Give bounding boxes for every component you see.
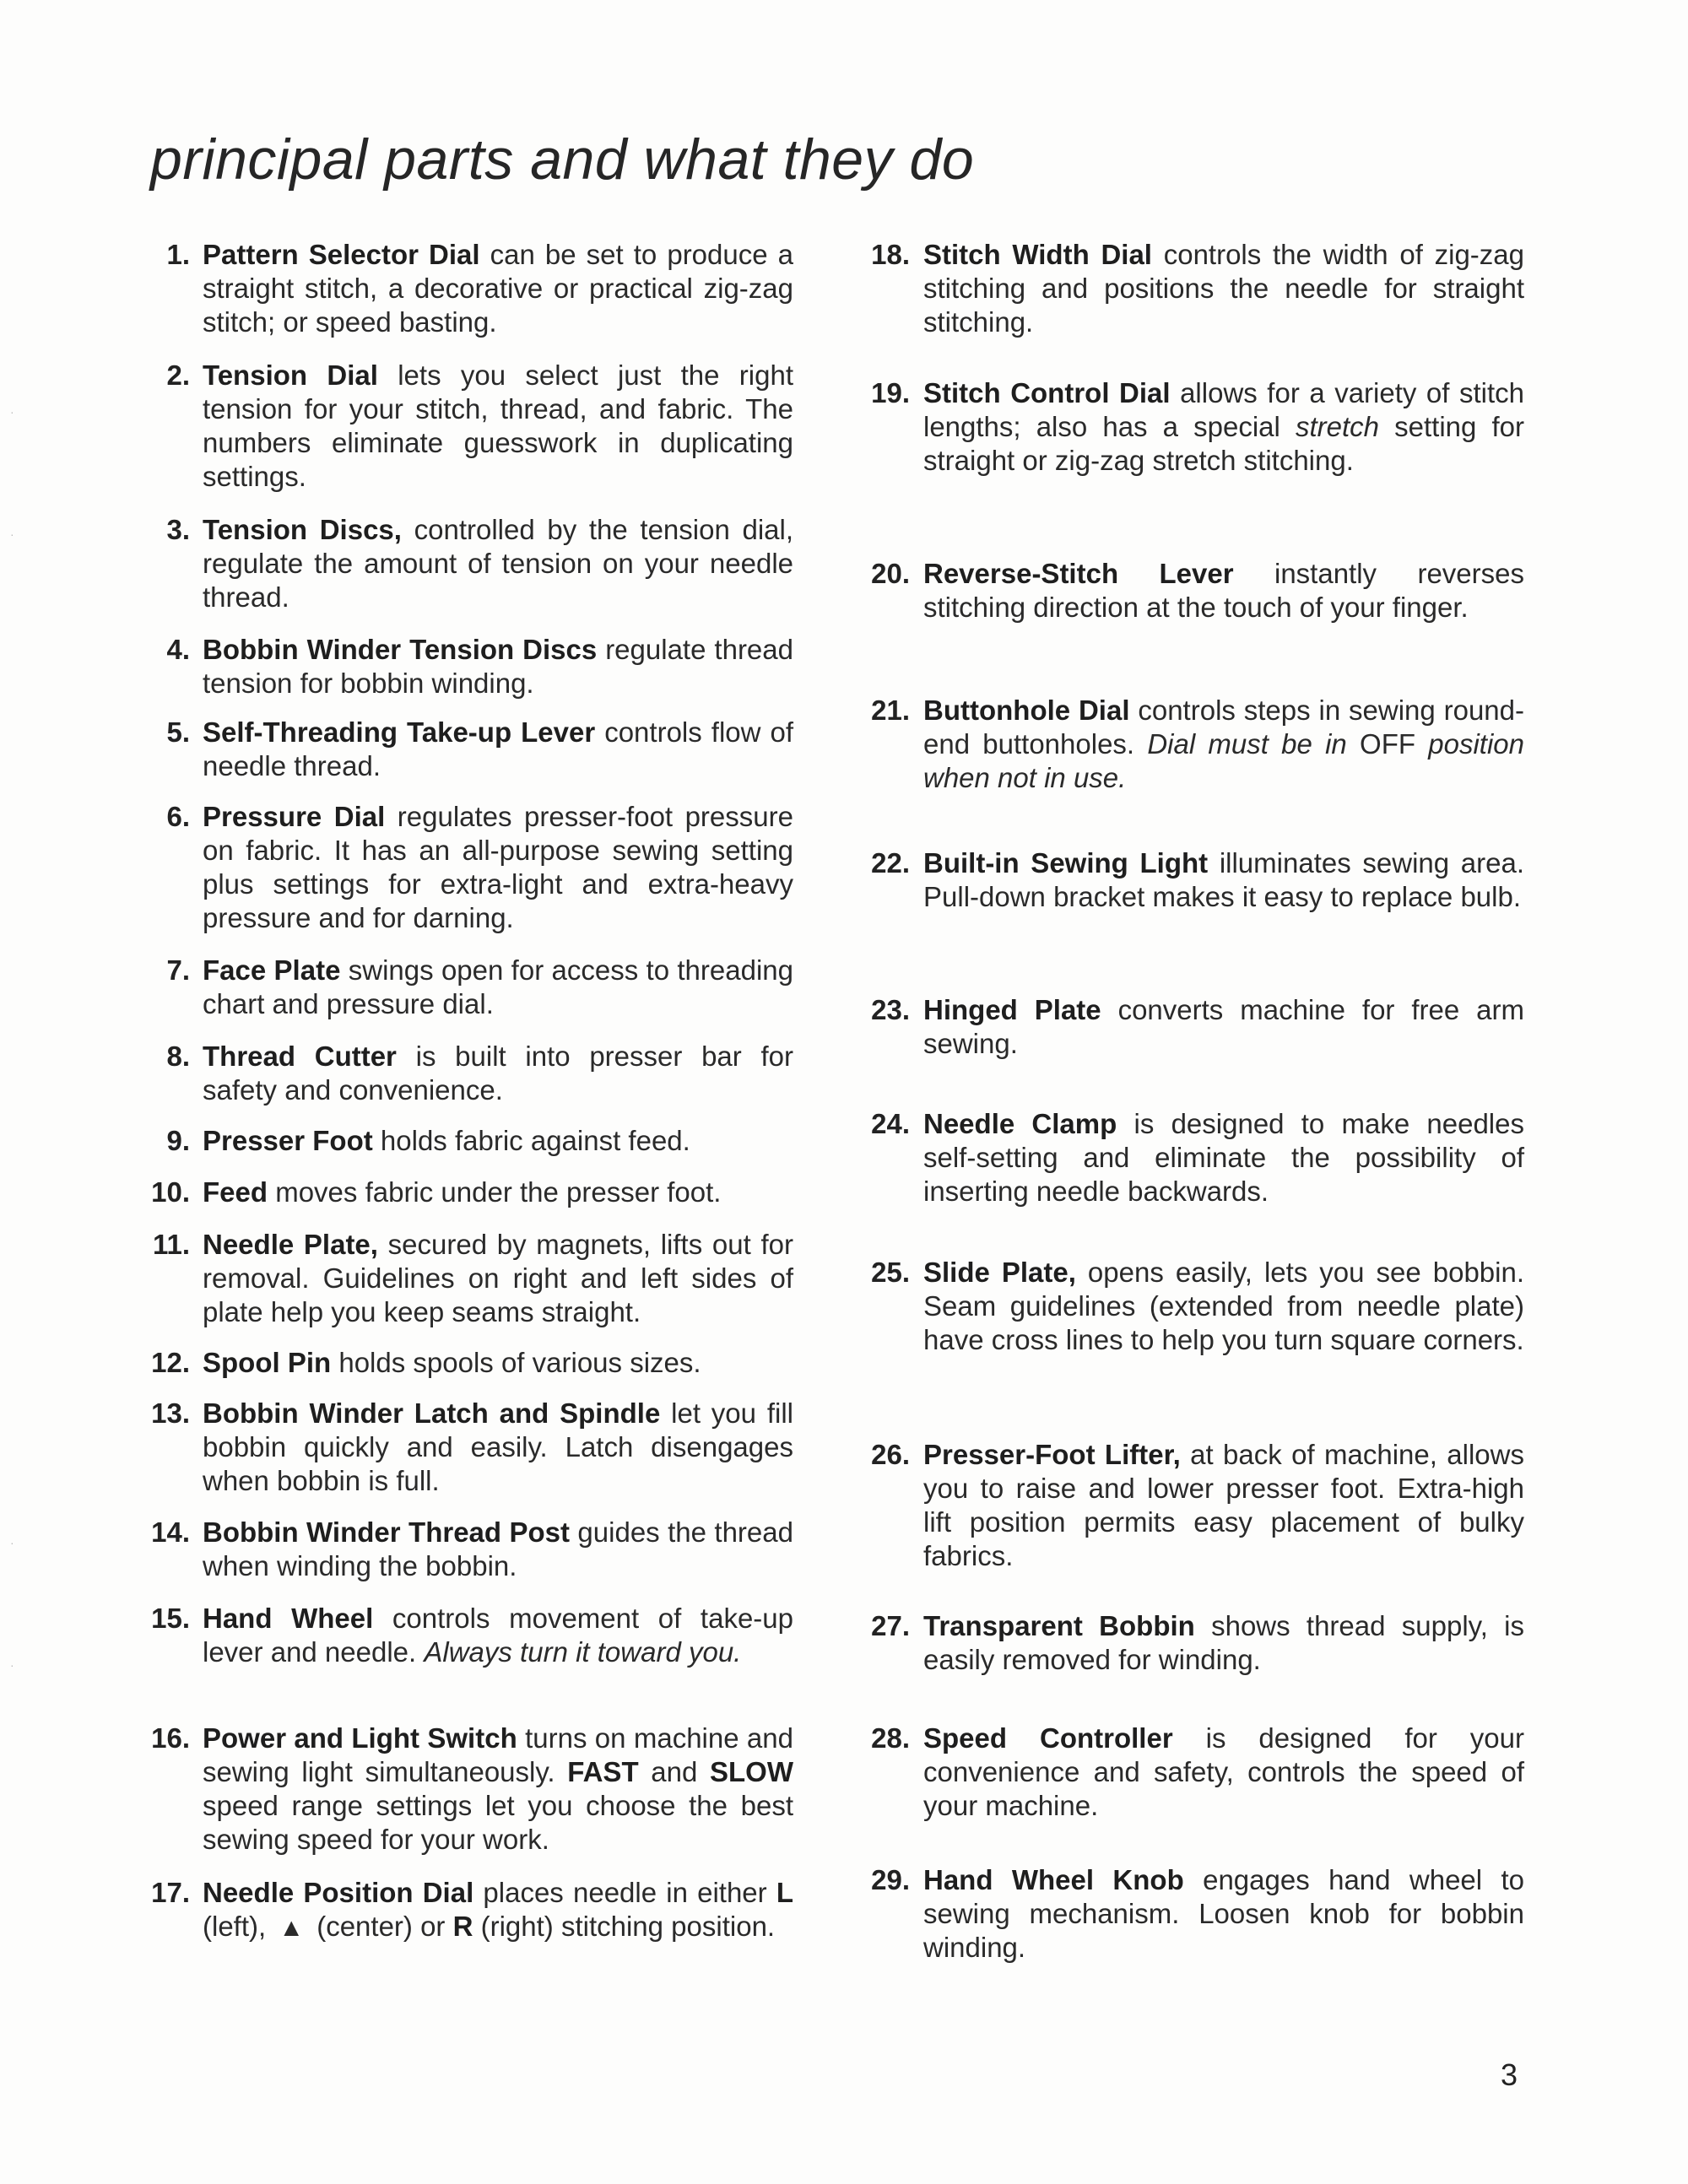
item-number: 10. [151, 1176, 190, 1208]
item-number: 7. [166, 954, 190, 986]
item-text: Reverse-Stitch Lever instantly reverses stitching direction at the touch of your finger. [923, 558, 1525, 623]
part-name: Feed [203, 1176, 268, 1208]
item-number: 22. [871, 847, 910, 878]
part-name: Bobbin Winder Thread Post [203, 1516, 570, 1548]
part-name: Thread Cutter [203, 1041, 397, 1072]
part-name: Reverse-Stitch Lever [923, 558, 1234, 589]
item-number: 20. [871, 558, 910, 589]
page-title: principal parts and what they do [150, 127, 975, 192]
part-name: Tension Dial [203, 359, 378, 391]
scan-speck: · [10, 405, 14, 419]
item-text: Power and Light Switch turns on machine and sewing light simultaneously. FAST and SLOW speed range settings let you choose the best sewing speed for your work. [203, 1722, 793, 1855]
part-name: Hinged Plate [923, 994, 1101, 1025]
part-name: Bobbin Winder Latch and Spindle [203, 1397, 661, 1429]
item-number: 14. [151, 1516, 190, 1548]
item-text: Stitch Width Dial controls the width of zig-zag stitching and positions the needle for straight stitching. [923, 239, 1524, 338]
part-name: Hand Wheel Knob [923, 1864, 1184, 1895]
part-name: Slide Plate, [923, 1257, 1076, 1288]
part-name: Transparent Bobbin [923, 1610, 1195, 1641]
part-name: Needle Plate, [203, 1229, 378, 1260]
item-text: Hinged Plate converts machine for free arm sewing. [923, 994, 1524, 1059]
item-text: Pattern Selector Dial can be set to produce a straight stitch, a decorative or practical zig-zag stitch; or speed basting. [203, 239, 794, 338]
part-name: Self-Threading Take-up Lever [203, 716, 596, 748]
item-number: 2. [166, 359, 190, 391]
item-text: Bobbin Winder Latch and Spindle let you fill bobbin quickly and easily. Latch disengages when bobbin is full. [203, 1397, 793, 1496]
part-name: Power and Light Switch [203, 1722, 517, 1754]
part-name: Spool Pin [203, 1347, 332, 1378]
item-number: 15. [151, 1603, 190, 1634]
item-number: 1. [166, 239, 190, 270]
item-text: Buttonhole Dial controls steps in sewing round-end buttonholes. Dial must be in OFF position when not in use. [923, 695, 1524, 793]
item-number: 29. [871, 1864, 910, 1895]
item-text: Presser-Foot Lifter, at back of machine, allows you to raise and lower presser foot. Extra-high lift position permits easy placement of bulky fabrics. [923, 1439, 1524, 1571]
item-text: Needle Position Dial places needle in either L (left), ▲ (center) or R (right) stitching position. [203, 1876, 793, 1945]
item-text: Built-in Sewing Light illuminates sewing area. Pull-down bracket makes it easy to replace bulb. [923, 847, 1524, 912]
part-name: Needle Position Dial [203, 1877, 474, 1908]
item-number: 21. [871, 695, 910, 726]
item-text: Tension Dial lets you select just the right tension for your stitch, thread, and fabric. The numbers eliminate guesswork in duplicating settings. [203, 359, 794, 492]
item-text: Needle Plate, secured by magnets, lifts out for removal. Guidelines on right and left sides of plate help you keep seams straight. [203, 1229, 793, 1327]
item-number: 8. [166, 1041, 190, 1072]
part-name: Built-in Sewing Light [923, 847, 1209, 878]
item-text: Self-Threading Take-up Lever controls flow of needle thread. [203, 716, 793, 781]
part-name: Stitch Width Dial [923, 239, 1152, 270]
item-number: 17. [151, 1877, 190, 1908]
item-text: Hand Wheel Knob engages hand wheel to sewing mechanism. Loosen knob for bobbin winding. [923, 1864, 1524, 1963]
item-text: Transparent Bobbin shows thread supply, is easily removed for winding. [923, 1610, 1524, 1675]
item-text: Speed Controller is designed for your convenience and safety, controls the speed of your machine. [923, 1722, 1524, 1821]
item-number: 27. [871, 1610, 910, 1641]
part-name: Tension Discs, [203, 514, 402, 545]
part-name: Stitch Control Dial [923, 377, 1171, 408]
scan-speck: · [10, 527, 14, 541]
item-text: Spool Pin holds spools of various sizes. [203, 1347, 701, 1378]
item-number: 12. [151, 1347, 190, 1378]
item-number: 23. [871, 994, 910, 1025]
item-text: Presser Foot holds fabric against feed. [203, 1125, 690, 1156]
item-number: 5. [166, 716, 190, 748]
part-name: Needle Clamp [923, 1108, 1117, 1139]
item-number: 9. [166, 1125, 190, 1156]
item-number: 6. [166, 801, 190, 832]
item-text: Slide Plate, opens easily, lets you see bobbin. Seam guidelines (extended from needle plate) have cross lines to help you turn square corners. [923, 1257, 1524, 1355]
center-position-icon: ▲ [279, 1914, 305, 1942]
part-name: Buttonhole Dial [923, 695, 1130, 726]
item-number: 19. [871, 377, 910, 408]
part-name: Bobbin Winder Tension Discs [203, 634, 598, 665]
part-name: Face Plate [203, 954, 341, 986]
part-name: Pressure Dial [203, 801, 386, 832]
item-number: 28. [871, 1722, 910, 1754]
item-number: 18. [871, 239, 910, 270]
item-number: 13. [151, 1397, 190, 1429]
part-name: Pattern Selector Dial [203, 239, 480, 270]
item-number: 3. [166, 514, 190, 545]
item-text: Tension Discs, controlled by the tension dial, regulate the amount of tension on your needle thread. [203, 514, 794, 613]
item-text: Pressure Dial regulates presser-foot pressure on fabric. It has an all-purpose sewing setting plus settings for extra-light and extra-heavy pressure and for darning. [203, 801, 793, 933]
item-number: 24. [871, 1108, 910, 1139]
item-text: Hand Wheel controls movement of take-up lever and needle. Always turn it toward you. [203, 1603, 793, 1668]
item-text: Face Plate swings open for access to threading chart and pressure dial. [203, 954, 793, 1019]
item-text: Thread Cutter is built into presser bar for safety and convenience. [203, 1041, 793, 1106]
item-number: 16. [151, 1722, 190, 1754]
item-text: Stitch Control Dial allows for a variety of stitch lengths; also has a special stretch setting for straight or zig-zag stretch stitching. [923, 377, 1524, 476]
item-number: 4. [166, 634, 190, 665]
part-name: Presser Foot [203, 1125, 373, 1156]
scan-speck: · [10, 1658, 14, 1672]
item-text: Bobbin Winder Tension Discs regulate thread tension for bobbin winding. [203, 634, 793, 699]
item-text: Bobbin Winder Thread Post guides the thread when winding the bobbin. [203, 1516, 793, 1581]
item-text: Feed moves fabric under the presser foot. [203, 1176, 722, 1208]
italic-note: Always turn it toward you. [424, 1636, 742, 1668]
part-name: Speed Controller [923, 1722, 1173, 1754]
page-number: 3 [1501, 2057, 1518, 2092]
item-number: 26. [871, 1439, 910, 1470]
item-number: 11. [152, 1229, 190, 1260]
part-name: Hand Wheel [203, 1603, 374, 1634]
item-number: 25. [871, 1257, 910, 1288]
part-name: Presser-Foot Lifter, [923, 1439, 1181, 1470]
item-text: Needle Clamp is designed to make needles self-setting and eliminate the possibility of inserting needle backwards. [923, 1108, 1524, 1207]
scan-speck: · [10, 1536, 14, 1549]
